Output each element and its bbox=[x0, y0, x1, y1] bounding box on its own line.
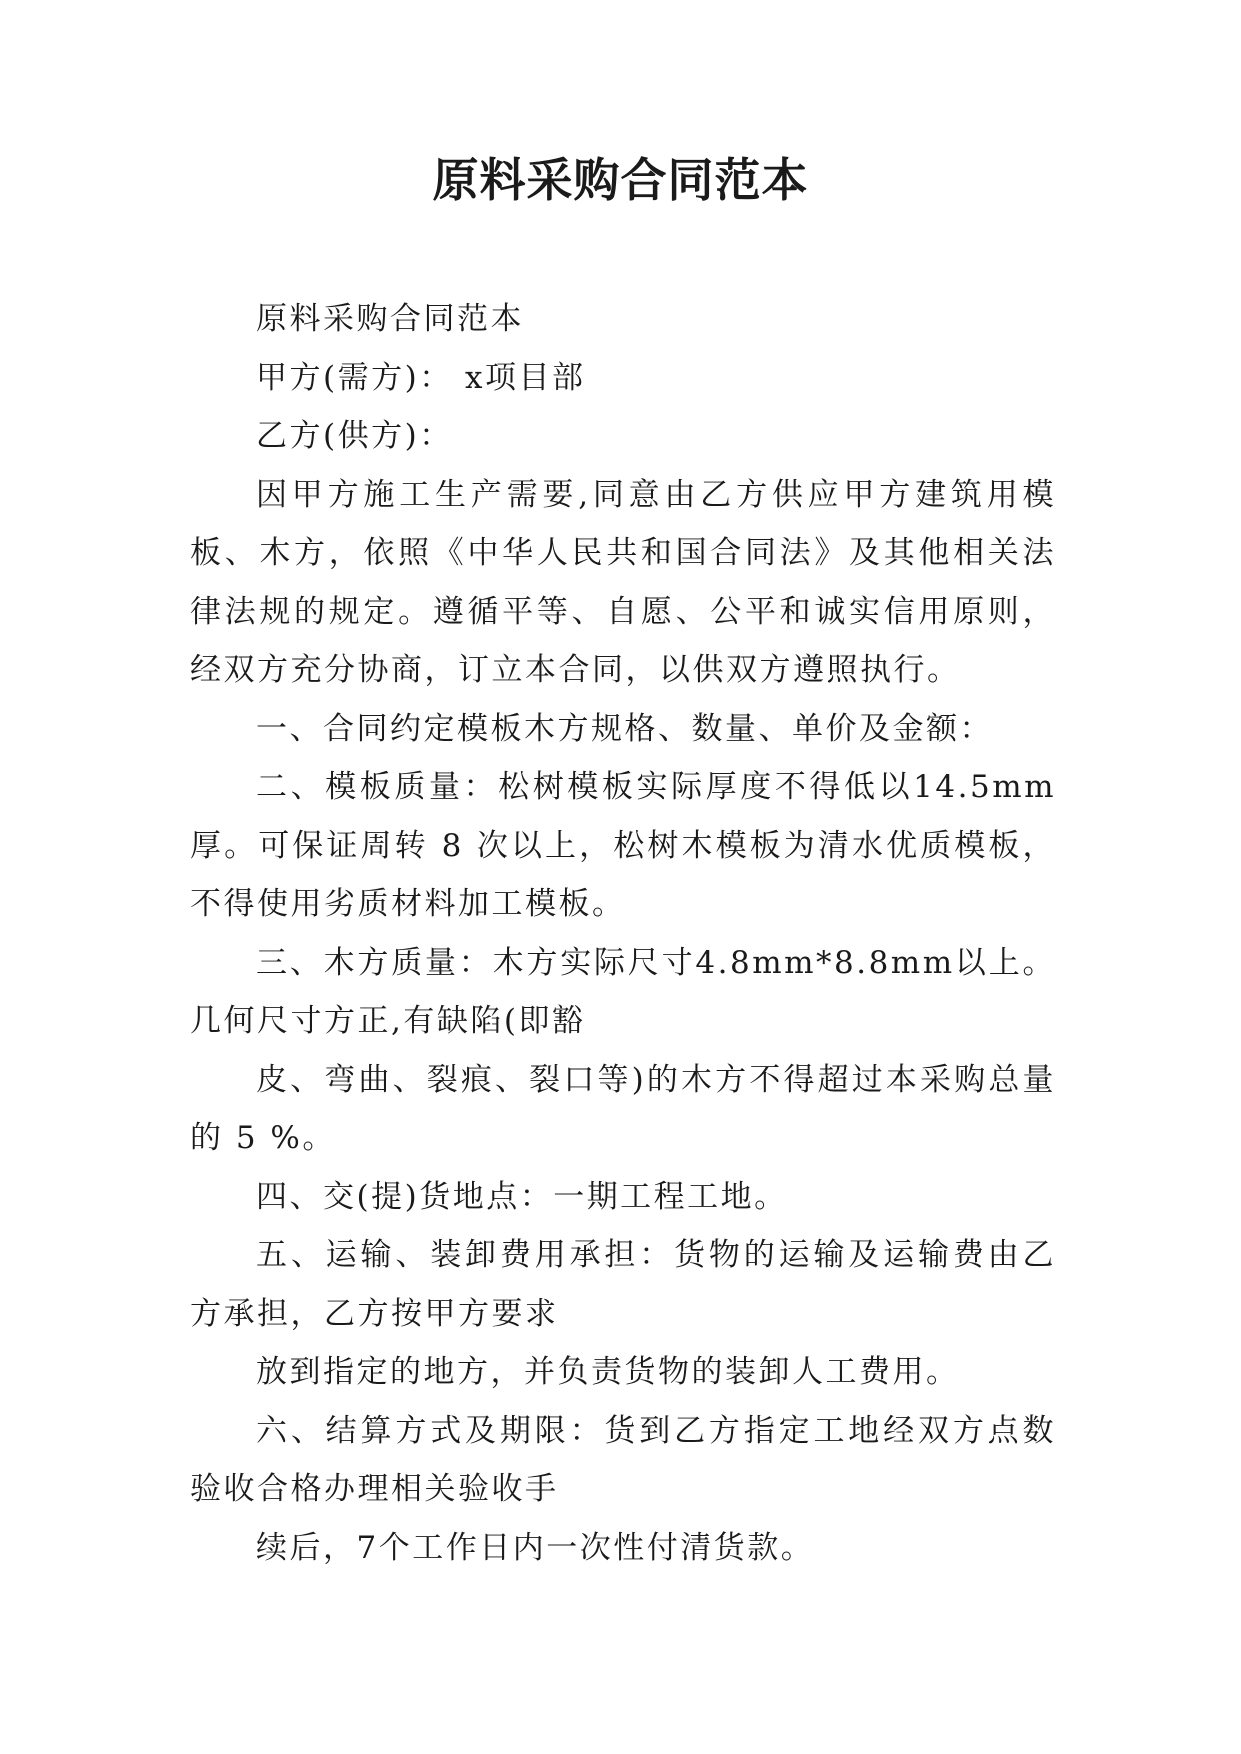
paragraph-clause-5: 五、运输、装卸费用承担：货物的运输及运输费由乙方承担，乙方按甲方要求 bbox=[190, 1237, 1056, 1332]
paragraph-heading: 原料采购合同范本 bbox=[256, 301, 524, 337]
paragraph-clause-1: 一、合同约定模板木方规格、数量、单价及金额： bbox=[256, 710, 993, 747]
paragraph-clause-5-cont: 放到指定的地方，并负责货物的装卸人工费用。 bbox=[256, 1354, 960, 1390]
paragraph-party-a: 甲方(需方)： x项目部 bbox=[256, 359, 586, 396]
paragraph-party-b: 乙方(供方)： bbox=[256, 418, 453, 454]
paragraph-preamble: 因甲方施工生产需要,同意由乙方供应甲方建筑用模板、木方，依照《中华人民共和国合同法》及其他相关法律法规的规定。遵循平等、自愿、公平和诚实信用原则，经双方充分协商，订立本合同，以供双方遵照执行。 bbox=[190, 476, 1056, 688]
document-title: 原料采购合同范本 bbox=[432, 153, 809, 207]
paragraph-clause-2: 二、模板质量：松树模板实际厚度不得低以14.5mm厚。可保证周转 8 次以上，松树木模板为清水优质模板，不得使用劣质材料加工模板。 bbox=[190, 769, 1056, 922]
paragraph-clause-3-cont: 皮、弯曲、裂痕、裂口等)的木方不得超过本采购总量的 5 %。 bbox=[190, 1061, 1056, 1156]
paragraph-clause-3: 三、木方质量：木方实际尺寸4.8mm*8.8mm以上。几何尺寸方正,有缺陷(即豁 bbox=[190, 944, 1056, 1039]
paragraph-clause-6-cont: 续后，7个工作日内一次性付清货款。 bbox=[256, 1529, 815, 1566]
paragraph-clause-6: 六、结算方式及期限：货到乙方指定工地经双方点数验收合格办理相关验收手 bbox=[190, 1412, 1056, 1507]
paragraph-clause-4: 四、交(提)货地点：一期工程工地。 bbox=[256, 1178, 788, 1215]
document-body bbox=[190, 290, 1056, 1577]
